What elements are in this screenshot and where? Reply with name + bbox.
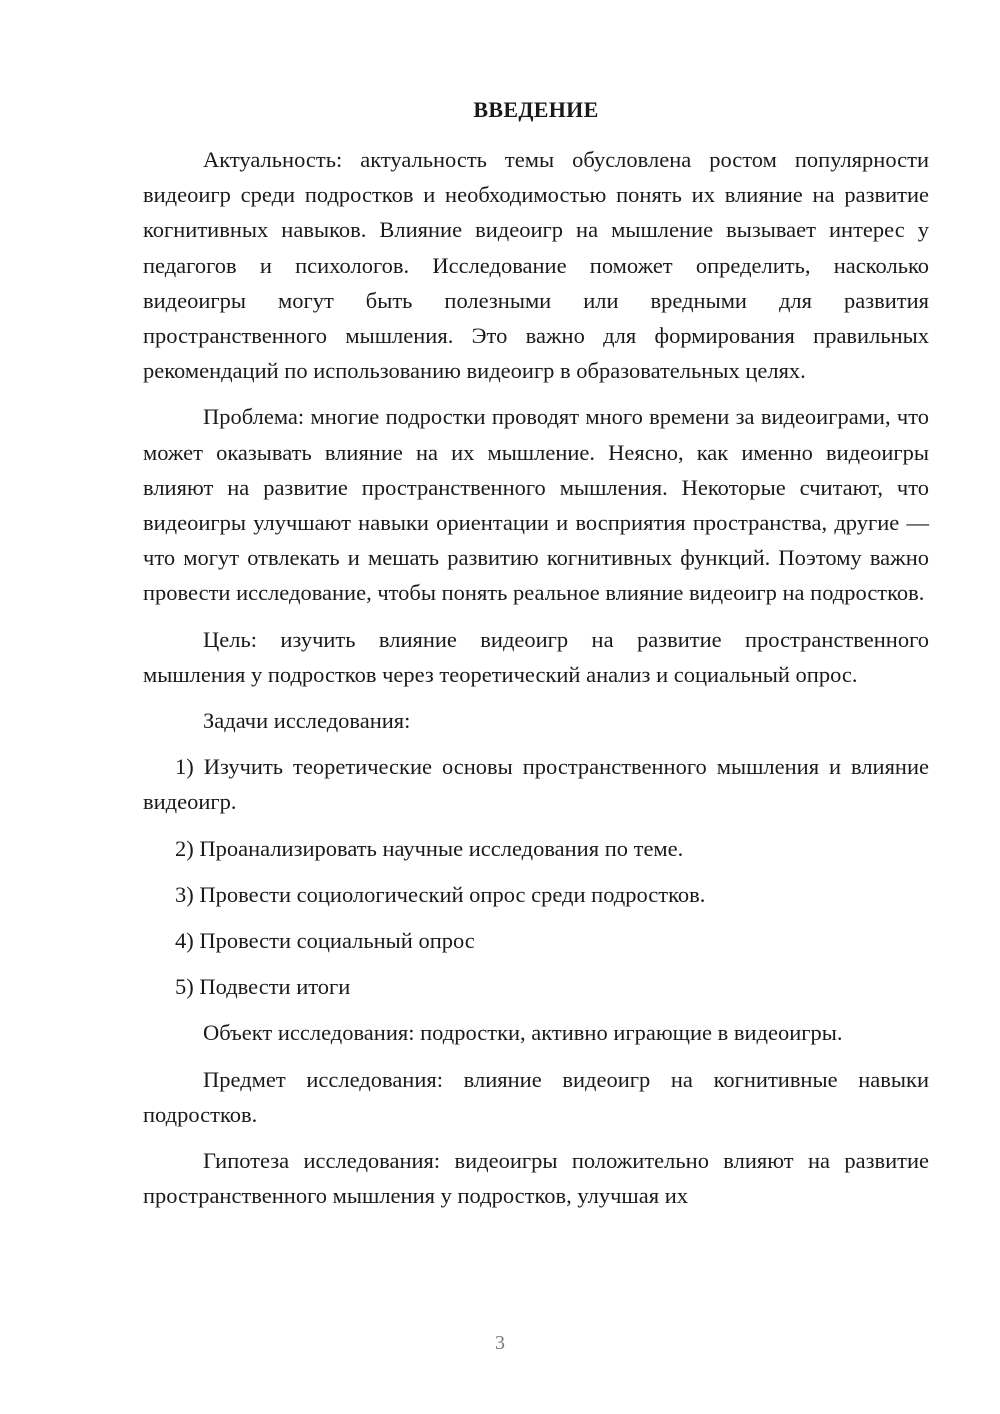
page-number: 3 — [495, 1332, 505, 1354]
paragraph-problem: Проблема: многие подростки проводят много времени за видеоиграми, что может оказывать влияние на их мышление. Неясно, как именно видеоигры влияют на развитие пространственного мышления. Некоторые считают, что видеоигры улучшают навыки ориентации и восприятия пространства, другие — что могут отвлекать и мешать развитию когнитивных функций. Поэтому важно провести исследование, чтобы понять реальное влияние видеоигр на подростков. — [143, 404, 929, 606]
paragraph-hypothesis: Гипотеза исследования: видеоигры положительно влияют на развитие пространственного мышления у подростков, улучшая их — [143, 1148, 929, 1209]
task-item: 5) Подвести итоги — [175, 974, 351, 1000]
task-item: 4) Провести социальный опрос — [175, 928, 475, 954]
paragraph-subject: Предмет исследования: влияние видеоигр на когнитивные навыки подростков. — [143, 1066, 929, 1127]
task-item: 1) Изучить теоретические основы пространственного мышления и влияние видеоигр. — [143, 754, 929, 815]
paragraph-goal: Цель: изучить влияние видеоигр на развитие пространственного мышления у подростков через теоретический анализ и социальный опрос. — [143, 626, 929, 687]
task-item: 3) Провести социологический опрос среди подростков. — [175, 881, 706, 907]
section-heading: ВВЕДЕНИЕ — [473, 97, 599, 122]
task-item: 2) Проанализировать научные исследования по теме. — [175, 835, 684, 861]
paragraph-object: Объект исследования: подростки, активно играющие в видеоигры. — [203, 1020, 843, 1046]
paragraph-relevance: Актуальность: актуальность темы обусловлена ростом популярности видеоигр среди подростков и необходимостью понять их влияние на развитие когнитивных навыков. Влияние видеоигр на мышление вызывает интерес у педагогов и психологов. Исследование поможет определить, насколько видеоигры могут быть полезными или вредными для развития пространственного мышления. Это важно для формирования правильных рекомендаций по использованию видеоигр в образовательных целях. — [143, 147, 929, 384]
body-text — [143, 142, 929, 1224]
paragraph-tasks-heading: Задачи исследования: — [203, 708, 411, 734]
